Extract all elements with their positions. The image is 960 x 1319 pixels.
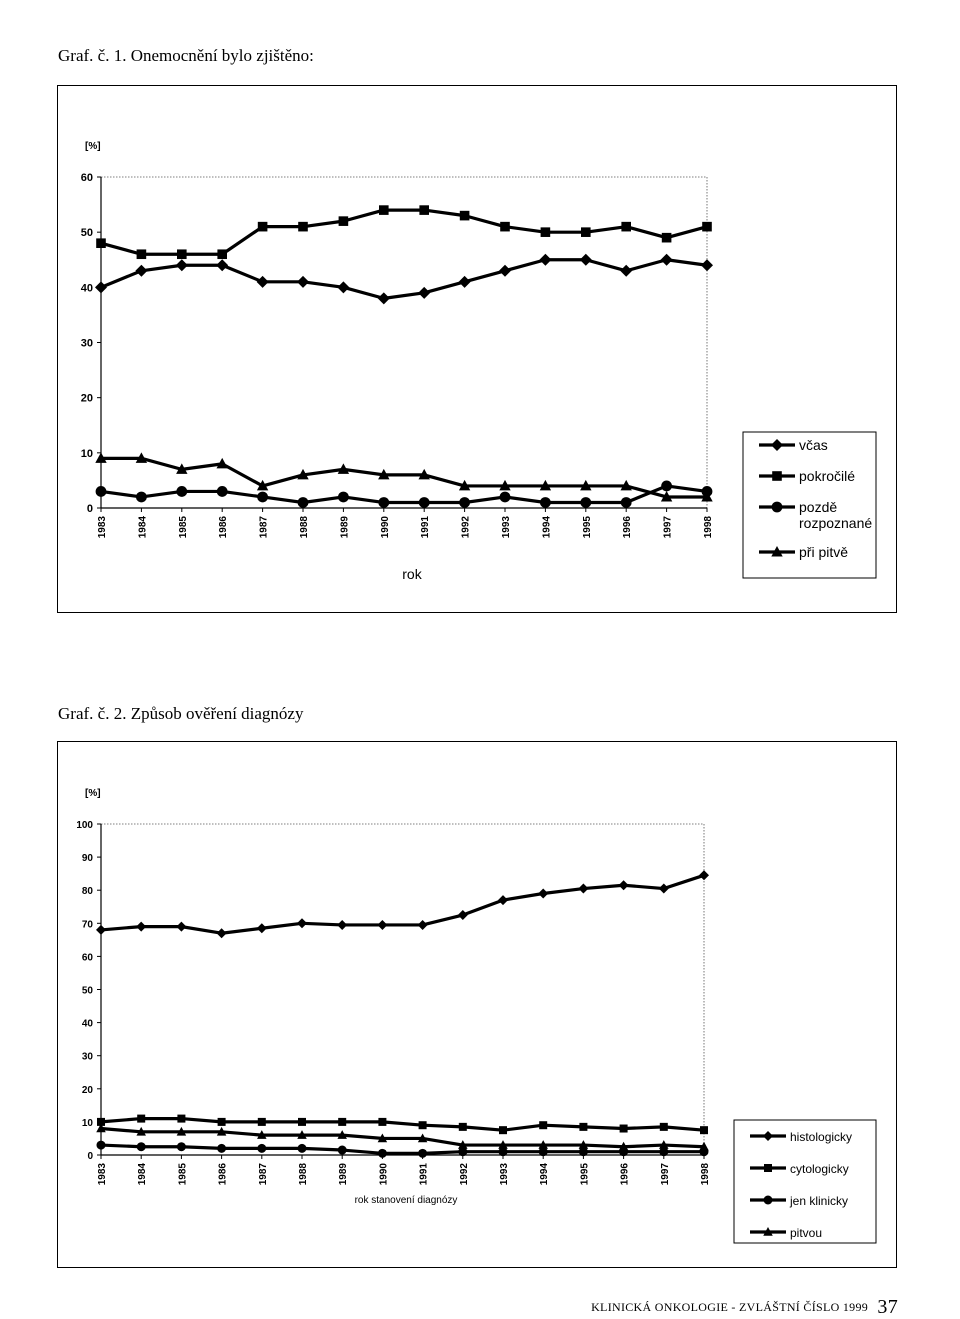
series-line: [101, 1119, 704, 1131]
data-point: [621, 497, 632, 508]
y-tick-label: 10: [80, 447, 93, 460]
series-line: [101, 875, 704, 933]
data-point: [96, 238, 106, 248]
data-point: [217, 928, 227, 938]
series-0: [96, 870, 709, 938]
x-tick-label: 1995: [581, 516, 593, 539]
x-tick-label: 1990: [378, 1163, 390, 1186]
data-point: [619, 880, 629, 890]
data-point: [579, 1123, 587, 1131]
x-tick-label: 1989: [339, 516, 351, 539]
x-tick-label: 1983: [97, 516, 108, 539]
data-point: [137, 1115, 145, 1123]
footer-year: 1999: [842, 1300, 869, 1314]
x-tick-label: 1991: [418, 1163, 430, 1186]
legend-label: pitvou: [790, 1226, 823, 1240]
chart2-caption: Graf. č. 2. Způsob ověření diagnózy: [58, 704, 304, 723]
data-point: [539, 254, 551, 266]
x-tick-label: 1997: [662, 516, 674, 539]
data-point: [459, 497, 470, 508]
data-point: [298, 222, 308, 232]
legend-label: jen klinicky: [790, 1194, 849, 1208]
data-point: [97, 1141, 106, 1150]
data-point: [498, 895, 508, 905]
x-tick-label: 1983: [97, 1163, 108, 1186]
data-point: [298, 497, 309, 508]
data-point: [418, 1149, 427, 1158]
data-point: [702, 222, 712, 232]
y-tick-label: 90: [81, 853, 93, 865]
y-tick-label: 0: [86, 503, 93, 515]
x-tick-label: 1995: [579, 1163, 591, 1186]
y-tick-label: 40: [81, 1018, 93, 1030]
data-point: [177, 1142, 186, 1151]
x-tick-label: 1998: [703, 516, 714, 539]
data-point: [176, 259, 188, 271]
data-point: [377, 920, 387, 930]
legend-marker: [772, 471, 782, 481]
data-point: [662, 233, 672, 243]
data-point: [620, 1125, 628, 1133]
y-tick-label: 20: [81, 1084, 93, 1096]
x-tick-label: 1997: [659, 1163, 671, 1186]
x-tick-label: 1992: [460, 516, 472, 539]
data-point: [96, 486, 107, 497]
data-point: [661, 254, 673, 266]
chart2-svg: [58, 742, 898, 1269]
x-tick-label: 1996: [619, 1163, 631, 1186]
x-axis-title: rok stanovení diagnózy: [354, 1195, 458, 1206]
data-point: [177, 1115, 185, 1123]
x-tick-label: 1998: [700, 1163, 711, 1186]
x-tick-label: 1993: [499, 1163, 510, 1186]
data-point: [659, 884, 669, 894]
y-tick-label: 60: [80, 172, 93, 184]
x-axis-title: rok: [402, 566, 422, 582]
data-point: [176, 486, 187, 497]
data-point: [137, 249, 147, 259]
data-point: [580, 497, 591, 508]
data-point: [578, 884, 588, 894]
series-line: [101, 486, 707, 503]
series-3: [95, 452, 712, 501]
series-line: [101, 260, 707, 299]
y-tick-label: 50: [80, 227, 93, 240]
data-point: [257, 1144, 266, 1153]
x-tick-label: 1990: [379, 516, 391, 539]
data-point: [459, 276, 471, 288]
data-point: [217, 486, 228, 497]
data-point: [337, 920, 347, 930]
footer-journal: KLINICKÁ ONKOLOGIE - ZVLÁŠTNÍ ČÍSLO: [591, 1300, 840, 1314]
x-tick-label: 1987: [258, 516, 270, 539]
data-point: [378, 497, 389, 508]
data-point: [378, 1118, 386, 1126]
data-point: [337, 281, 349, 293]
x-tick-label: 1984: [137, 1163, 149, 1186]
data-point: [419, 205, 429, 215]
data-point: [216, 259, 228, 271]
x-tick-label: 1988: [298, 1163, 309, 1186]
data-point: [135, 265, 147, 277]
data-point: [298, 1118, 306, 1126]
data-point: [539, 1121, 547, 1129]
data-point: [459, 1123, 467, 1131]
data-point: [258, 222, 268, 232]
data-point: [699, 870, 709, 880]
data-point: [338, 492, 349, 503]
data-point: [137, 1142, 146, 1151]
x-tick-label: 1987: [257, 1163, 269, 1186]
series-line: [101, 1129, 704, 1147]
data-point: [136, 492, 147, 503]
data-point: [217, 249, 227, 259]
legend-label: pokročilé: [799, 468, 856, 484]
data-point: [620, 265, 632, 277]
data-point: [95, 281, 107, 293]
chart1-caption: Graf. č. 1. Onemocnění bylo zjištěno:: [58, 46, 314, 65]
legend-label: včas: [799, 437, 828, 453]
x-tick-label: 1984: [137, 516, 149, 539]
data-point: [96, 925, 106, 935]
chart1-svg: [58, 86, 898, 614]
series-0: [95, 254, 713, 305]
data-point: [177, 249, 187, 259]
legend: [743, 432, 876, 578]
data-point: [418, 920, 428, 930]
data-point: [499, 1126, 507, 1134]
data-point: [298, 1144, 307, 1153]
x-tick-label: 1985: [177, 516, 189, 539]
data-point: [379, 205, 389, 215]
x-tick-label: 1993: [501, 516, 512, 539]
x-tick-label: 1986: [217, 1163, 229, 1186]
data-point: [499, 265, 511, 277]
data-point: [338, 1118, 346, 1126]
data-point: [378, 292, 390, 304]
legend-label: rozpoznané: [799, 515, 873, 531]
y-tick-label: 50: [81, 985, 93, 997]
legend-label: pozdě: [799, 499, 838, 515]
data-point: [218, 1118, 226, 1126]
y-tick-label: 30: [81, 1051, 93, 1063]
x-tick-label: 1994: [539, 1163, 551, 1186]
y-tick-label: 10: [81, 1117, 93, 1129]
data-point: [419, 1121, 427, 1129]
data-point: [580, 254, 592, 266]
data-point: [700, 1126, 708, 1134]
data-point: [338, 1146, 347, 1155]
data-point: [701, 259, 713, 271]
data-point: [418, 287, 430, 299]
chart2-frame: [57, 741, 897, 1268]
data-point: [458, 910, 468, 920]
data-point: [419, 497, 430, 508]
data-point: [258, 1118, 266, 1126]
data-point: [297, 276, 309, 288]
x-tick-label: 1989: [338, 1163, 350, 1186]
legend-label: cytologicky: [790, 1162, 849, 1176]
x-tick-label: 1985: [177, 1163, 189, 1186]
legend-label: při pitvě: [799, 544, 849, 560]
y-tick-label: 80: [81, 886, 93, 898]
legend: [734, 1120, 876, 1243]
y-tick-label: 60: [81, 952, 93, 964]
data-point: [136, 922, 146, 932]
data-point: [621, 222, 631, 232]
series-line: [101, 210, 707, 254]
data-point: [176, 922, 186, 932]
data-point: [297, 918, 307, 928]
data-point: [460, 211, 470, 221]
x-tick-label: 1992: [458, 1163, 470, 1186]
data-point: [500, 492, 511, 503]
data-point: [660, 1123, 668, 1131]
y-tick-label: 40: [80, 282, 93, 295]
legend-label: histologicky: [790, 1130, 853, 1144]
y-tick-label: 0: [87, 1151, 93, 1162]
x-tick-label: 1991: [420, 516, 432, 539]
data-point: [378, 1149, 387, 1158]
y-tick-label: 20: [80, 392, 93, 405]
data-point: [339, 216, 349, 226]
page-footer: [591, 1296, 898, 1319]
data-point: [257, 492, 268, 503]
y-axis-label: [%]: [85, 141, 101, 152]
legend-marker: [764, 1196, 773, 1205]
data-point: [538, 889, 548, 899]
y-tick-label: 30: [80, 337, 93, 350]
y-axis-label: [%]: [85, 788, 101, 799]
data-point: [217, 1144, 226, 1153]
data-point: [541, 227, 551, 237]
x-tick-label: 1994: [541, 516, 553, 539]
data-point: [257, 276, 269, 288]
chart1-frame: [57, 85, 897, 613]
x-tick-label: 1988: [299, 516, 310, 539]
series-1: [96, 205, 712, 259]
footer-page-number: 37: [877, 1296, 898, 1318]
data-point: [581, 227, 591, 237]
legend-marker: [772, 502, 783, 513]
legend-marker: [764, 1164, 772, 1172]
x-tick-label: 1986: [218, 516, 230, 539]
data-point: [500, 222, 510, 232]
data-point: [540, 497, 551, 508]
x-tick-label: 1996: [622, 516, 634, 539]
data-point: [257, 923, 267, 933]
y-tick-label: 100: [76, 820, 93, 831]
y-tick-label: 70: [81, 919, 93, 931]
data-point: [661, 481, 672, 492]
